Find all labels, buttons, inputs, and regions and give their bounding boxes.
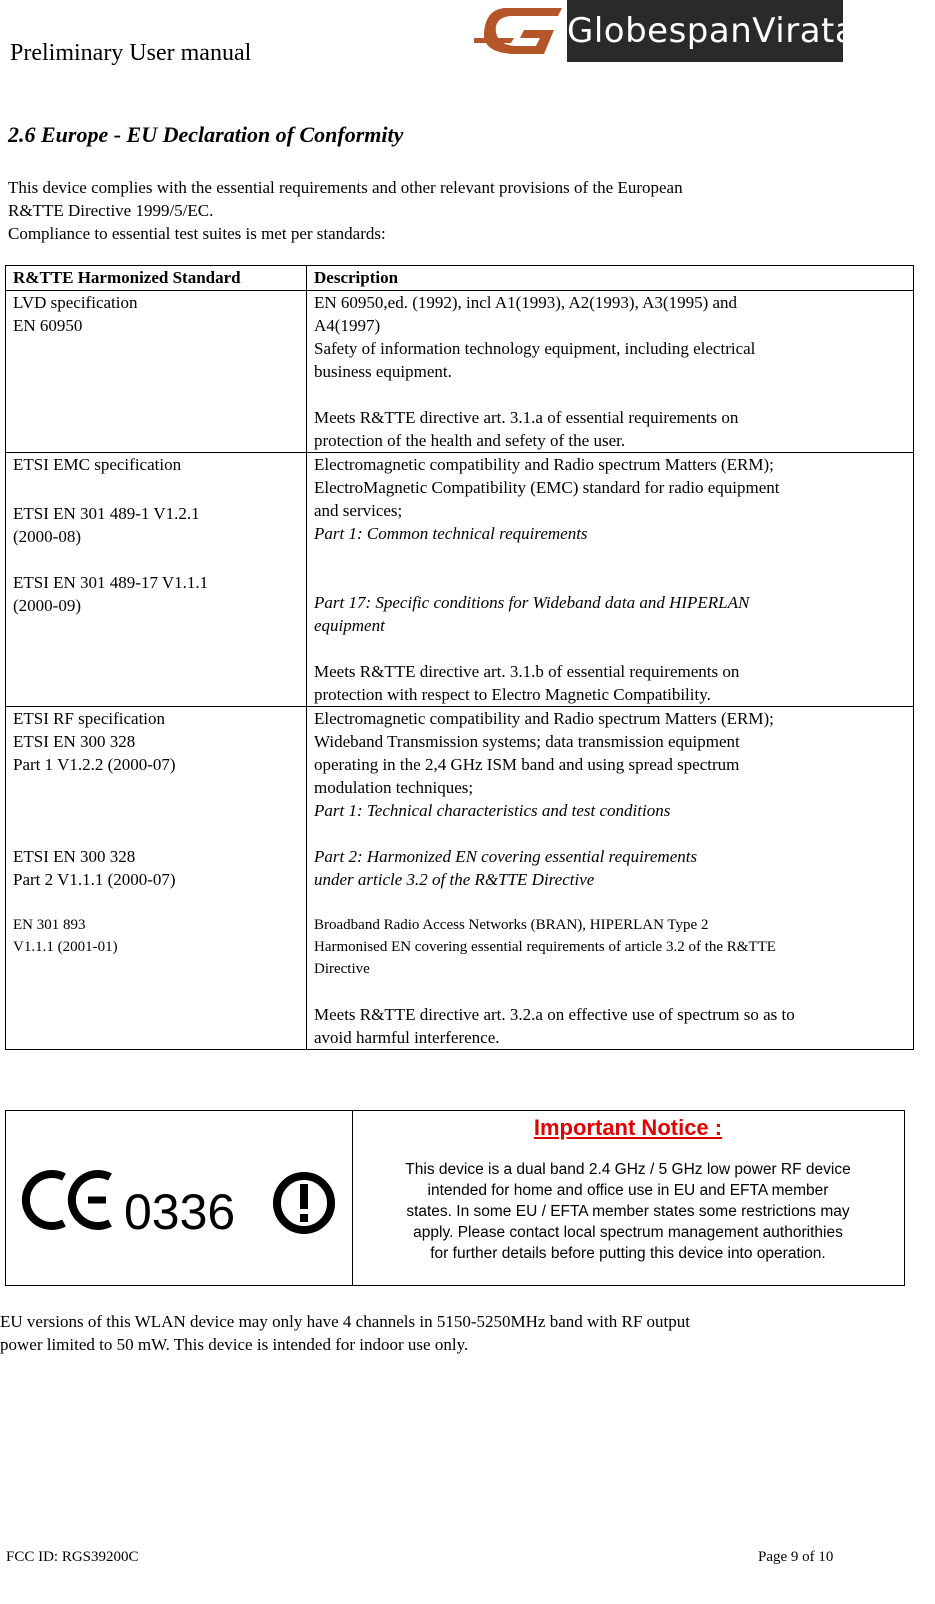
notice-line: states. In some EU / EFTA member states some restrictions may <box>406 1203 850 1220</box>
outro-line: EU versions of this WLAN device may only have 4 channels in 5150-5250MHz band with RF output <box>0 1312 690 1331</box>
description-line: Meets R&TTE directive art. 3.2.a on effective use of spectrum so as to <box>314 1005 795 1024</box>
description-line: Wideband Transmission systems; data transmission equipment <box>314 732 740 751</box>
notice-line: apply. Please contact local spectrum management authorithies <box>413 1224 843 1241</box>
spacer <box>314 545 909 568</box>
table-header-row <box>6 266 914 291</box>
important-notice-cell <box>358 1111 898 1285</box>
description-line: business equipment. <box>314 362 452 381</box>
outro-line: power limited to 50 mW. This device is intended for indoor use only. <box>0 1335 469 1354</box>
standard-line: (2000-08) <box>13 527 81 546</box>
indoor-use-paragraph <box>0 1310 900 1356</box>
standard-cell <box>6 707 307 1050</box>
description-line: Meets R&TTE directive art. 3.1.a of essential requirements on <box>314 408 739 427</box>
standard-cell <box>6 453 307 707</box>
description-line: equipment <box>314 616 385 635</box>
globespanvirata-logo <box>474 0 857 62</box>
spacer <box>13 476 302 499</box>
important-notice-title: Important Notice : <box>533 1115 723 1140</box>
spacer <box>314 383 909 406</box>
standard-cell <box>6 291 307 453</box>
description-line: Meets R&TTE directive art. 3.1.b of essential requirements on <box>314 662 740 681</box>
description-line: Electromagnetic compatibility and Radio spectrum Matters (ERM); <box>314 455 774 474</box>
description-line: Directive <box>314 961 370 977</box>
ce-mark-icon <box>6 1111 352 1283</box>
logo-wordmark: GlobespanVirata <box>567 0 843 62</box>
spacer <box>13 822 302 845</box>
column-header-standard: R&TTE Harmonized Standard <box>6 266 307 291</box>
description-cell <box>307 453 914 707</box>
standard-line: Part 2 V1.1.1 (2000-07) <box>13 870 176 889</box>
notified-body-number: 0336 <box>124 1184 236 1240</box>
description-line: A4(1997) <box>314 316 381 335</box>
standard-line: EN 301 893 <box>13 917 86 933</box>
spacer <box>13 548 302 571</box>
intro-paragraph <box>8 176 888 245</box>
standard-line: LVD specification <box>13 293 138 312</box>
footer-page-number: Page 9 of 10 <box>758 1549 834 1565</box>
standard-line: ETSI EN 300 328 <box>13 847 136 866</box>
footer-fcc-id: FCC ID: RGS39200C <box>6 1549 139 1565</box>
standard-line: ETSI RF specification <box>13 709 166 728</box>
notice-line: for further details before putting this device into operation. <box>430 1245 826 1262</box>
document-header-title: Preliminary User manual <box>10 40 252 66</box>
standard-line: V1.1.1 (2001-01) <box>13 939 118 955</box>
important-notice-body <box>358 1159 898 1264</box>
description-line: EN 60950,ed. (1992), incl A1(1993), A2(1993), A3(1995) and <box>314 293 738 312</box>
description-line: and services; <box>314 501 403 520</box>
description-line: Electromagnetic compatibility and Radio spectrum Matters (ERM); <box>314 709 774 728</box>
description-line: Harmonised EN covering essential requirements of article 3.2 of the R&TTE <box>314 939 776 955</box>
notice-line: intended for home and office use in EU and EFTA member <box>427 1182 829 1199</box>
cell-divider <box>352 1111 353 1285</box>
spacer <box>314 891 909 914</box>
table-row-rf <box>6 707 914 1050</box>
standard-line: ETSI EMC specification <box>13 455 182 474</box>
spacer <box>314 980 909 1003</box>
description-line: protection with respect to Electro Magnetic Compatibility. <box>314 685 711 704</box>
table-row-emc <box>6 453 914 707</box>
description-cell <box>307 707 914 1050</box>
description-cell <box>307 291 914 453</box>
spacer <box>314 637 909 660</box>
spacer <box>13 776 302 799</box>
spacer <box>13 891 302 914</box>
ce-mark-cell <box>6 1111 352 1285</box>
notice-line: This device is a dual band 2.4 GHz / 5 GHz low power RF device <box>405 1161 851 1178</box>
standard-line: ETSI EN 301 489-17 V1.1.1 <box>13 573 209 592</box>
description-line: Part 17: Specific conditions for Wideband data and HIPERLAN <box>314 593 750 612</box>
standard-line: ETSI EN 301 489-1 V1.2.1 <box>13 504 200 523</box>
description-line: operating in the 2,4 GHz ISM band and using spread spectrum <box>314 755 740 774</box>
table-row-lvd <box>6 291 914 453</box>
spacer <box>314 568 909 591</box>
intro-line: This device complies with the essential requirements and other relevant provisions of the European <box>8 178 683 197</box>
description-line: Safety of information technology equipment, including electrical <box>314 339 756 358</box>
standard-line: EN 60950 <box>13 316 83 335</box>
standard-line: (2000-09) <box>13 596 81 615</box>
standard-line: ETSI EN 300 328 <box>13 732 136 751</box>
description-line: Broadband Radio Access Networks (BRAN), HIPERLAN Type 2 <box>314 917 709 933</box>
spacer <box>314 822 909 845</box>
description-line: Part 1: Common technical requirements <box>314 524 588 543</box>
description-line: modulation techniques; <box>314 778 474 797</box>
spacer <box>13 799 302 822</box>
standards-table <box>5 265 914 1050</box>
description-line: ElectroMagnetic Compatibility (EMC) standard for radio equipment <box>314 478 780 497</box>
logo-mark-icon <box>474 0 564 62</box>
description-line: Part 1: Technical characteristics and test conditions <box>314 801 671 820</box>
description-line: under article 3.2 of the R&TTE Directive <box>314 870 595 889</box>
description-line: protection of the health and sefety of the user. <box>314 431 626 450</box>
description-line: Part 2: Harmonized EN covering essential requirements <box>314 847 698 866</box>
section-title: 2.6 Europe - EU Declaration of Conformity <box>8 122 404 147</box>
description-line: avoid harmful interference. <box>314 1028 500 1047</box>
column-header-description: Description <box>307 266 914 291</box>
ce-notice-box <box>5 1110 905 1286</box>
intro-line: R&TTE Directive 1999/5/EC. <box>8 201 214 220</box>
intro-line: Compliance to essential test suites is met per standards: <box>8 224 386 243</box>
standard-line: Part 1 V1.2.2 (2000-07) <box>13 755 176 774</box>
